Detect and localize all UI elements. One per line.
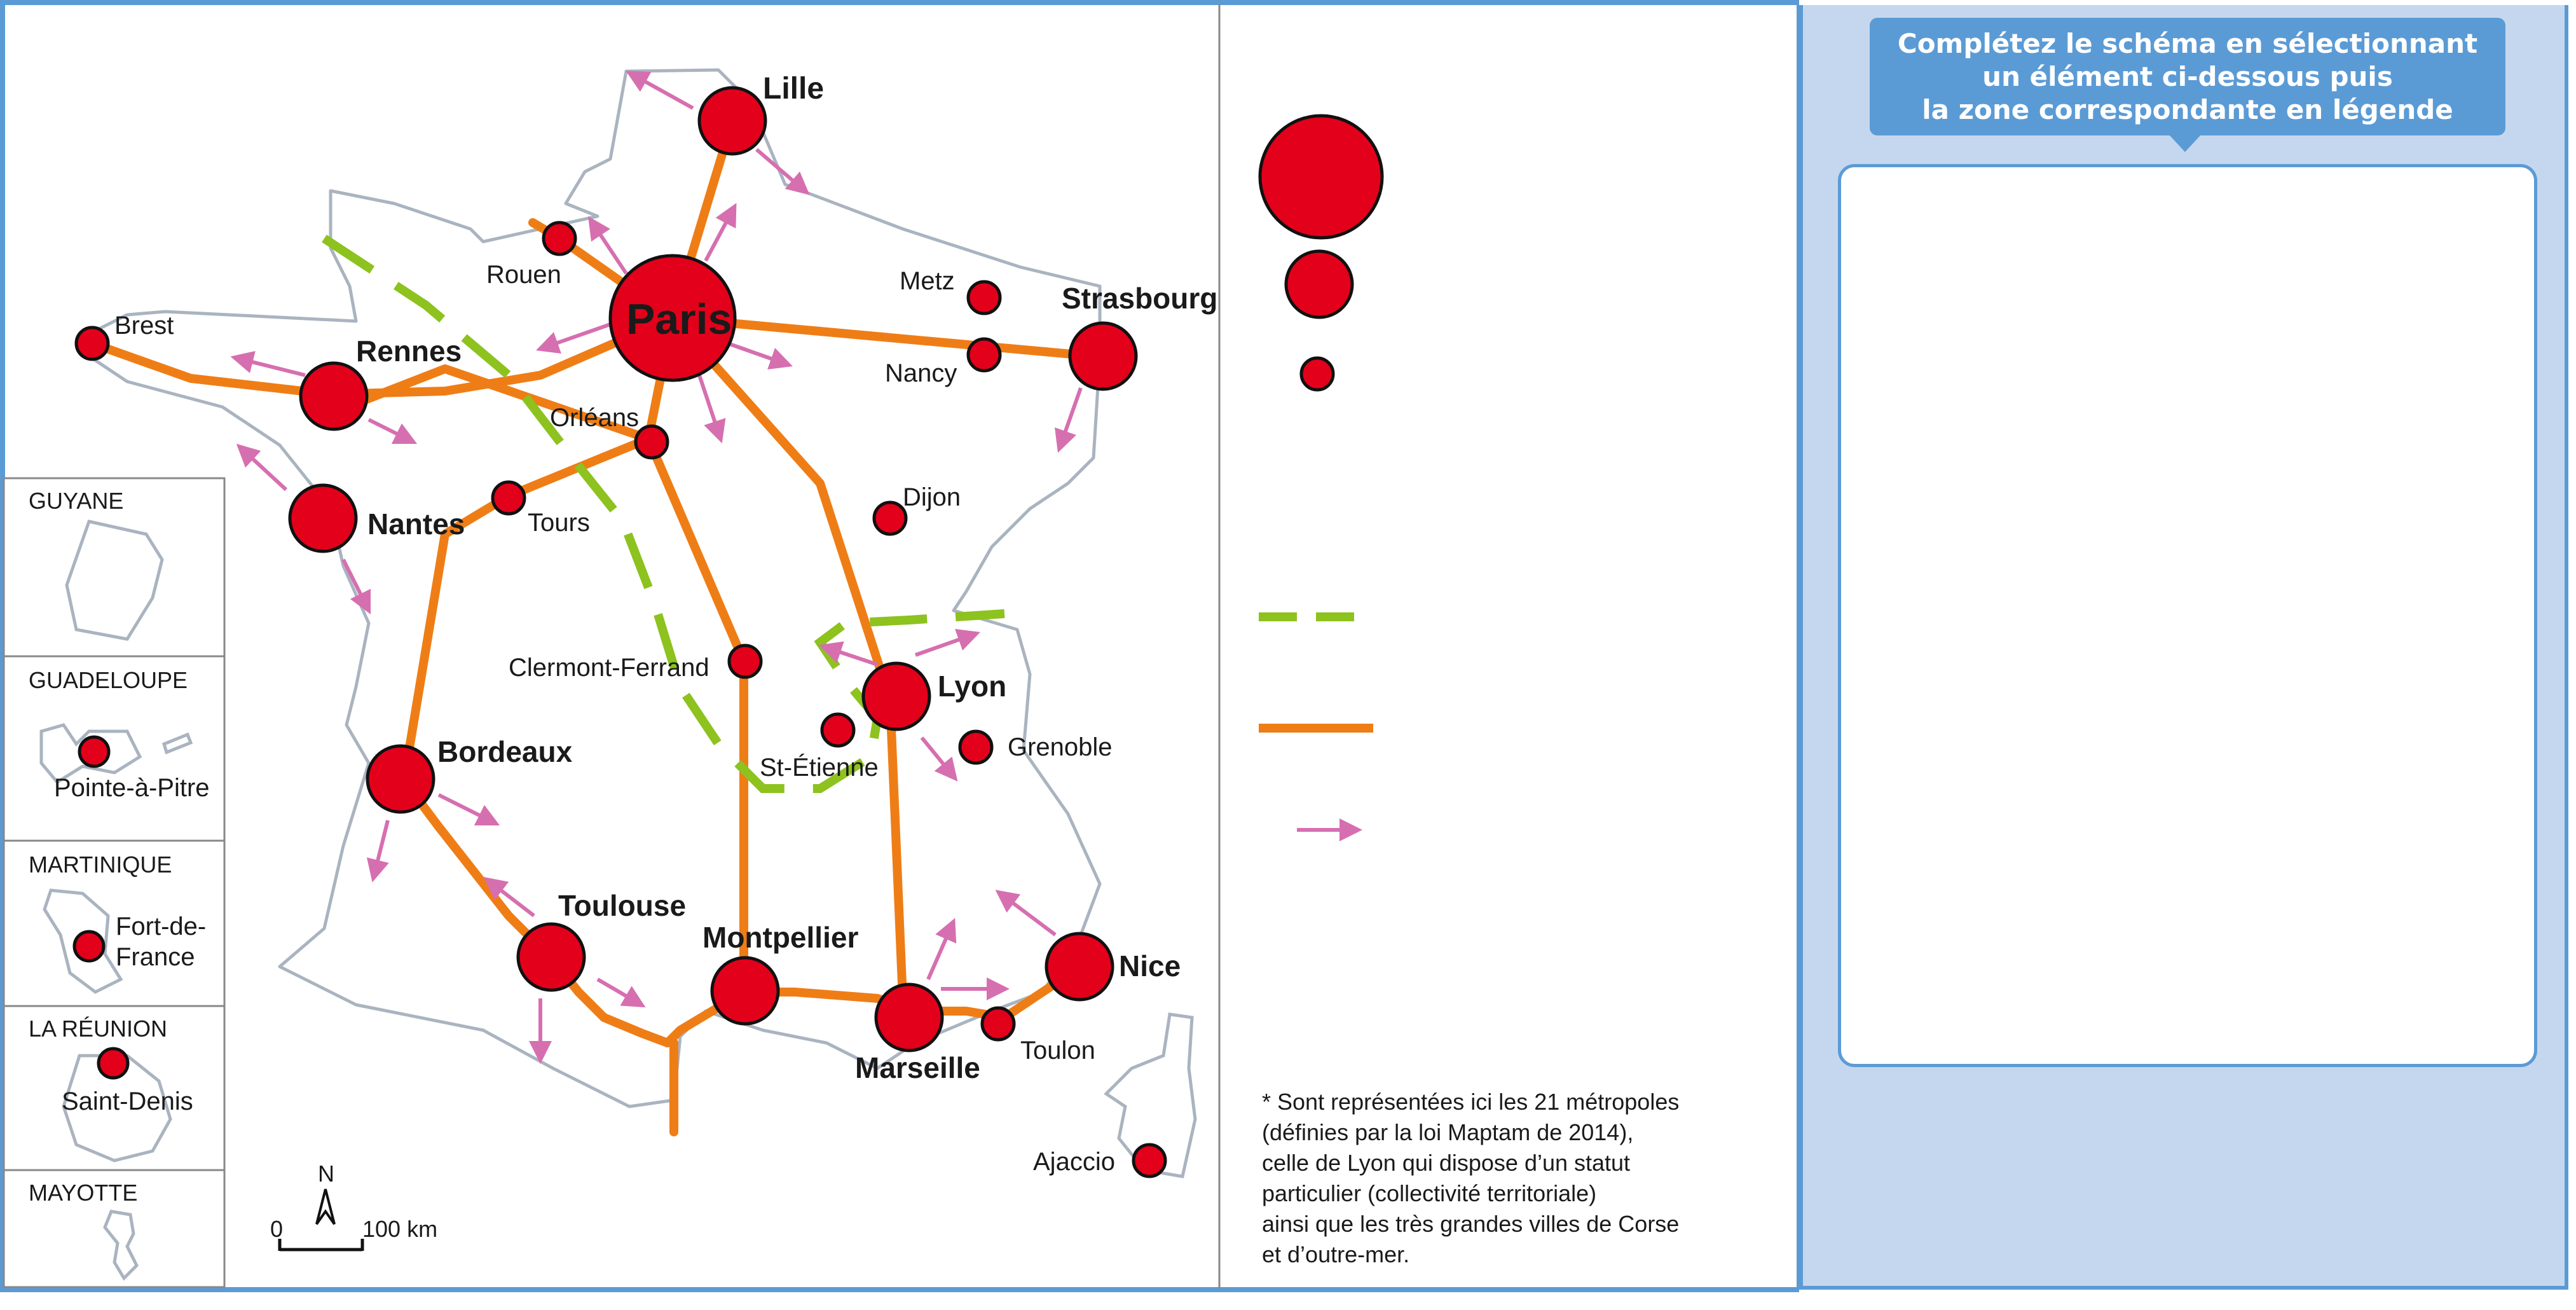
label-tours: Tours — [528, 509, 590, 537]
label-nantes: Nantes — [367, 507, 465, 541]
footnote — [1262, 1089, 1679, 1267]
city-toulon — [982, 1008, 1014, 1040]
north-label: N — [318, 1161, 334, 1187]
city-rouen — [544, 223, 575, 254]
north-arrow-icon — [317, 1189, 334, 1224]
label-fort-de-france-1: Fort-de- — [116, 913, 207, 941]
footnote-line-2: (définies par la loi Maptam de 2014), — [1262, 1119, 1634, 1145]
label-orleans: Orléans — [550, 404, 640, 432]
label-lyon: Lyon — [938, 670, 1007, 703]
city-marseille — [876, 984, 942, 1051]
inset-title-guadeloupe: GUADELOUPE — [29, 667, 188, 693]
label-ajaccio: Ajaccio — [1033, 1148, 1115, 1176]
inset-title-guyane: GUYANE — [29, 488, 124, 514]
legend-symbols — [1259, 116, 1382, 830]
city-pointe-a-pitre — [79, 737, 109, 766]
inset-title-mayotte: MAYOTTE — [29, 1180, 138, 1206]
label-brest: Brest — [114, 312, 174, 340]
legend-city-small — [1301, 358, 1333, 390]
city-tours — [493, 482, 524, 514]
city-lyon — [863, 663, 929, 729]
scale-zero: 0 — [270, 1216, 284, 1242]
city-metz — [968, 282, 1000, 314]
scale-distance: 100 km — [362, 1216, 438, 1242]
city-nantes — [290, 485, 356, 551]
city-toulouse — [518, 924, 584, 990]
city-grenoble — [960, 731, 992, 763]
inset-title-martinique: MARTINIQUE — [29, 852, 172, 878]
city-fort-de-france — [74, 932, 104, 961]
city-saint-denis — [99, 1049, 128, 1078]
label-st-etienne: St-Étienne — [760, 754, 879, 782]
footnote-line-5: ainsi que les très grandes villes de Corse — [1262, 1211, 1680, 1237]
label-grenoble: Grenoble — [1008, 733, 1113, 761]
answer-drop-zone[interactable] — [1838, 164, 2537, 1067]
instruction-line-2: un élément ci-dessous puis — [1982, 60, 2393, 92]
city-markers — [76, 88, 1165, 1176]
instruction-bubble — [1870, 18, 2505, 135]
label-rouen: Rouen — [486, 261, 561, 289]
label-paris: Paris — [626, 295, 732, 343]
label-nice: Nice — [1119, 949, 1181, 983]
label-strasbourg: Strasbourg — [1062, 282, 1218, 315]
scale-bar — [270, 1161, 437, 1251]
label-saint-denis: Saint-Denis — [62, 1087, 193, 1115]
footnote-line-4: particulier (collectivité territoriale) — [1262, 1180, 1597, 1206]
city-orleans — [636, 426, 668, 458]
label-dijon: Dijon — [903, 483, 961, 511]
city-dijon — [874, 502, 906, 534]
city-ajaccio — [1134, 1145, 1165, 1176]
city-lille — [699, 88, 765, 154]
label-marseille: Marseille — [855, 1051, 980, 1084]
footnote-line-1: * Sont représentées ici les 21 métropoles — [1262, 1089, 1680, 1115]
label-pointe-a-pitre: Pointe-à-Pitre — [54, 774, 210, 802]
city-rennes — [301, 363, 367, 429]
city-nancy — [968, 339, 1000, 371]
france-outline — [89, 70, 1100, 1107]
city-bordeaux — [367, 746, 434, 812]
legend-city-large — [1260, 116, 1382, 238]
label-rennes: Rennes — [356, 334, 462, 368]
label-fort-de-france-2: France — [116, 943, 195, 971]
city-strasbourg — [1070, 323, 1136, 389]
label-lille: Lille — [763, 72, 825, 106]
label-nancy: Nancy — [885, 359, 957, 387]
instruction-line-3: la zone correspondante en légende — [1922, 93, 2453, 125]
city-clermont — [729, 645, 761, 677]
label-clermont: Clermont-Ferrand — [509, 654, 709, 682]
label-montpellier: Montpellier — [702, 921, 859, 954]
city-labels — [114, 72, 1217, 1176]
instruction-panel — [1799, 5, 2568, 1290]
city-st-etienne — [822, 714, 854, 746]
inset-title-la-reunion: LA RÉUNION — [29, 1016, 168, 1042]
label-metz: Metz — [900, 267, 955, 295]
footnote-line-6: et d’outre-mer. — [1262, 1241, 1410, 1267]
label-toulouse: Toulouse — [558, 889, 687, 922]
city-montpellier — [712, 958, 778, 1024]
inset-column — [4, 478, 224, 1287]
instruction-line-1: Complétez le schéma en sélectionnant — [1897, 27, 2478, 59]
city-nice — [1046, 934, 1113, 1000]
legend-city-medium — [1286, 251, 1352, 317]
city-brest — [76, 328, 108, 359]
footnote-line-3: celle de Lyon qui dispose d’un statut — [1262, 1150, 1631, 1176]
label-toulon: Toulon — [1020, 1037, 1095, 1065]
label-bordeaux: Bordeaux — [437, 735, 573, 768]
